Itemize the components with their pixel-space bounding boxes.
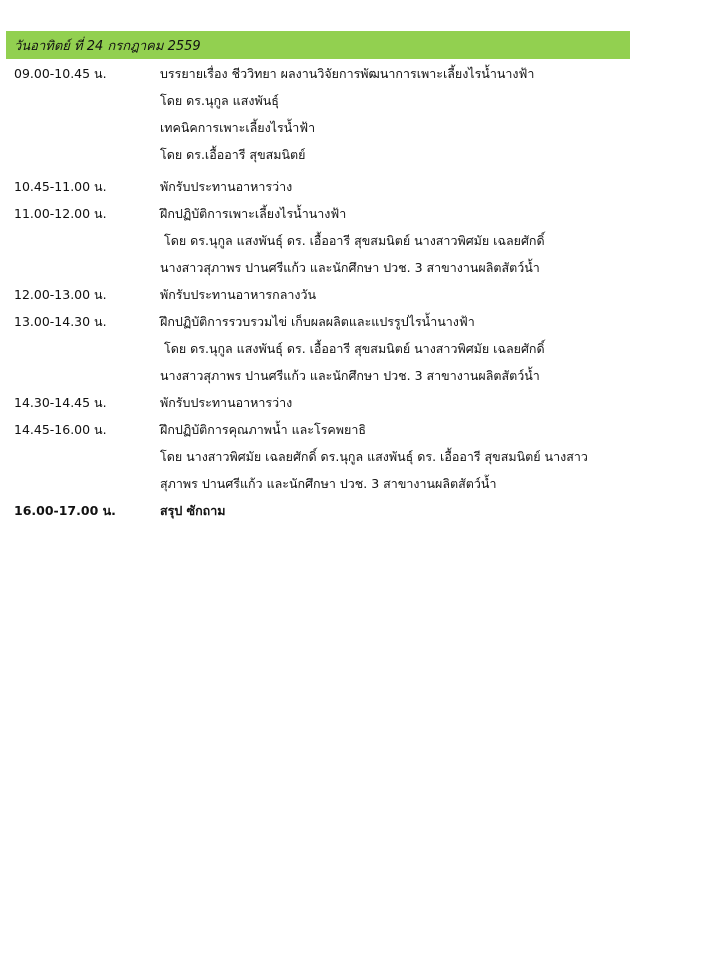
schedule-row [0, 141, 721, 168]
session-detail: เทคนิคการเพาะเลี้ยงไรน้ำฟ้า [160, 119, 316, 135]
schedule-row [0, 114, 721, 141]
session-detail: โดย ดร.นุกูล แสงพันธุ์ ดร. เอื้ออารี สุขสมนิตย์ นางสาวพิศมัย เฉลยศักดิ์ [164, 232, 545, 248]
schedule-row [0, 308, 721, 335]
schedule-row [0, 362, 721, 389]
schedule-row [0, 470, 721, 497]
day-title-banner [6, 31, 630, 59]
schedule-row [0, 416, 721, 443]
schedule-list [0, 60, 721, 524]
session-description: ฝึกปฏิบัติการรวบรวมไข่ เก็บผลผลิตและแปรรูปไรน้ำนางฟ้า [160, 313, 475, 329]
schedule-row [0, 60, 721, 87]
session-time: 10.45-11.00 น. [14, 178, 107, 194]
session-detail: โดย นางสาวพิศมัย เฉลยศักดิ์ ดร.นุกูล แสงพันธุ์ ดร. เอื้ออารี สุขสมนิตย์ นางสาว [160, 448, 588, 464]
schedule-row [0, 335, 721, 362]
schedule-row [0, 200, 721, 227]
schedule-row [0, 497, 721, 524]
session-description: พักรับประทานอาหารว่าง [160, 178, 293, 194]
session-description: พักรับประทานอาหารว่าง [160, 394, 293, 410]
day-title: วันอาทิตย์ ที่ 24 กรกฎาคม 2559 [14, 38, 201, 54]
session-description: ฝึกปฏิบัติการคุณภาพน้ำ และโรคพยาธิ [160, 421, 366, 437]
session-time: 16.00-17.00 น. [14, 502, 116, 518]
session-description: ฝึกปฏิบัติการเพาะเลี้ยงไรน้ำนางฟ้า [160, 205, 347, 221]
session-detail: โดย ดร.เอื้ออารี สุขสมนิตย์ [160, 146, 306, 162]
schedule-row [0, 173, 721, 200]
schedule-row [0, 443, 721, 470]
schedule-row [0, 87, 721, 114]
session-detail: สุภาพร ปานศรีแก้ว และนักศึกษา ปวช. 3 สาขางานผลิตสัตว์น้ำ [160, 475, 497, 491]
session-detail: โดย ดร.นุกูล แสงพันธุ์ ดร. เอื้ออารี สุขสมนิตย์ นางสาวพิศมัย เฉลยศักดิ์ [164, 340, 545, 356]
session-time: 14.45-16.00 น. [14, 421, 107, 437]
schedule-row [0, 254, 721, 281]
session-detail: นางสาวสุภาพร ปานศรีแก้ว และนักศึกษา ปวช. 3 สาขางานผลิตสัตว์น้ำ [160, 259, 540, 275]
session-description: สรุป ซักถาม [160, 502, 226, 518]
schedule-row [0, 389, 721, 416]
session-time: 12.00-13.00 น. [14, 286, 107, 302]
session-description: บรรยายเรื่อง ชีววิทยา ผลงานวิจัยการพัฒนาการเพาะเลี้ยงไรน้ำนางฟ้า [160, 65, 535, 81]
schedule-row [0, 227, 721, 254]
session-time: 14.30-14.45 น. [14, 394, 107, 410]
session-detail: โดย ดร.นุกูล แสงพันธุ์ [160, 92, 279, 108]
session-description: พักรับประทานอาหารกลางวัน [160, 286, 317, 302]
session-time: 09.00-10.45 น. [14, 65, 107, 81]
schedule-row [0, 281, 721, 308]
session-time: 13.00-14.30 น. [14, 313, 107, 329]
session-detail: นางสาวสุภาพร ปานศรีแก้ว และนักศึกษา ปวช. 3 สาขางานผลิตสัตว์น้ำ [160, 367, 540, 383]
session-time: 11.00-12.00 น. [14, 205, 107, 221]
